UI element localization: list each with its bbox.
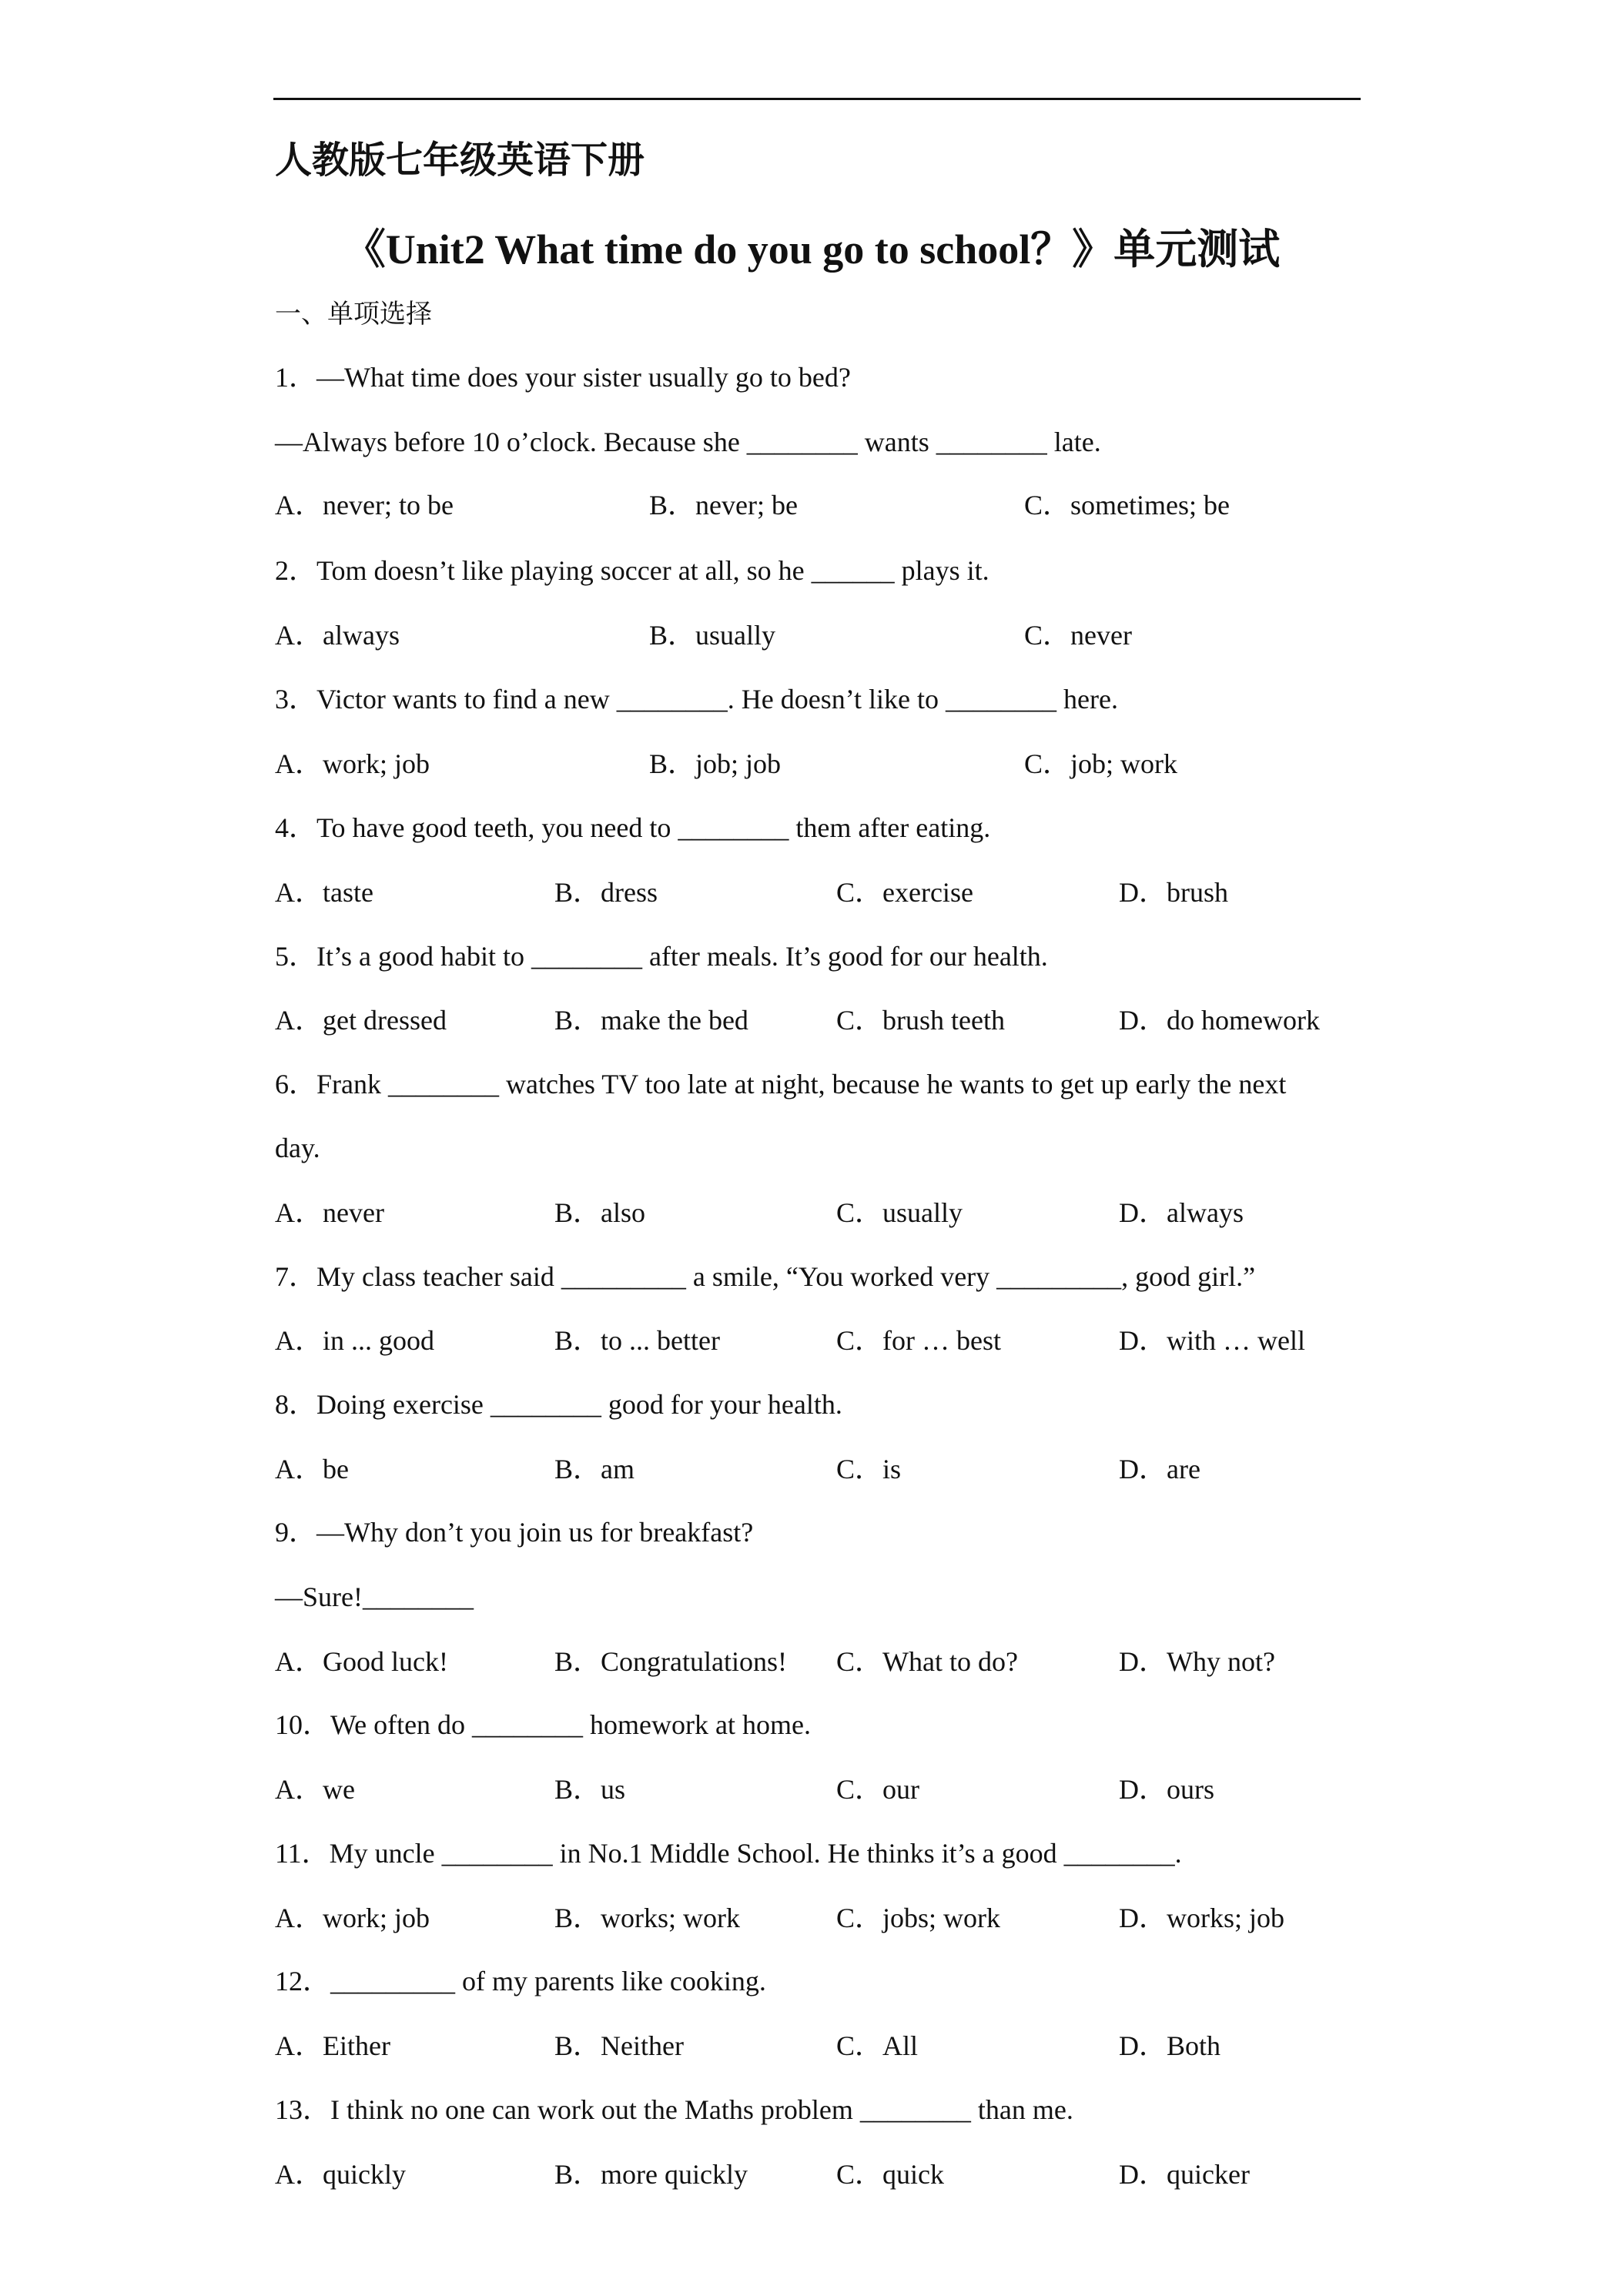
question-9-option-B: B．Congratulations!: [554, 1646, 787, 1677]
question-10-option-A: A．we: [275, 1774, 355, 1805]
question-1-line-2: —Always before 10 o’clock. Because she ________ wants ________ late.: [275, 427, 1101, 457]
question-8-option-C: C．is: [836, 1454, 902, 1484]
document-header: 人教版七年级英语下册: [275, 139, 645, 182]
question-9-option-D: D．Why not?: [1119, 1646, 1275, 1677]
question-8-option-A: A．be: [275, 1454, 349, 1484]
question-4-option-C: C．exercise: [836, 877, 973, 908]
question-7-line-1: 7．My class teacher said _________ a smile, “You worked very _________, good girl.”: [275, 1261, 1256, 1292]
question-6-option-C: C．usually: [836, 1197, 963, 1228]
header-rule: [273, 98, 1361, 100]
question-10-option-D: D．ours: [1119, 1774, 1214, 1805]
question-6-line-1: 6．Frank ________ watches TV too late at night, because he wants to get up early the next: [275, 1069, 1287, 1099]
question-2-option-C: C．never: [1024, 620, 1132, 651]
question-6-option-A: A．never: [275, 1197, 384, 1228]
question-1-option-B: B．never; be: [649, 490, 798, 520]
document-title: [0, 223, 1624, 276]
question-10-option-B: B．us: [554, 1774, 626, 1805]
question-9-option-A: A．Good luck!: [275, 1646, 448, 1677]
question-7-option-B: B．to ... better: [554, 1325, 720, 1356]
question-1-option-C: C．sometimes; be: [1024, 490, 1230, 520]
question-9-line-1: 9．—Why don’t you join us for breakfast?: [275, 1517, 754, 1548]
title-suffix: 单元测试: [1113, 225, 1281, 273]
question-12-option-B: B．Neither: [554, 2030, 684, 2061]
question-1-option-A: A．never; to be: [275, 490, 454, 520]
question-9-line-2: —Sure!________: [275, 1581, 474, 1612]
question-8-option-D: D．are: [1119, 1454, 1200, 1484]
question-6-line-2: day.: [275, 1133, 320, 1163]
question-7-option-D: D．with … well: [1119, 1325, 1305, 1356]
question-4-line-1: 4．To have good teeth, you need to ________ them after eating.: [275, 812, 991, 843]
question-8-line-1: 8．Doing exercise ________ good for your health.: [275, 1389, 842, 1420]
question-13-option-B: B．more quickly: [554, 2159, 748, 2190]
question-3-option-A: A．work; job: [275, 748, 430, 779]
question-3-option-B: B．job; job: [649, 748, 782, 779]
question-12-option-C: C．All: [836, 2030, 919, 2061]
question-12-line-1: 12．_________ of my parents like cooking.: [275, 1966, 766, 1996]
question-4-option-D: D．brush: [1119, 877, 1228, 908]
question-5-line-1: 5．It’s a good habit to ________ after meals. It’s good for our health.: [275, 941, 1048, 972]
question-2-line-1: 2．Tom doesn’t like playing soccer at all, so he ______ plays it.: [275, 555, 989, 586]
question-13-line-1: 13．I think no one can work out the Maths problem ________ than me.: [275, 2094, 1073, 2125]
question-5-option-A: A．get dressed: [275, 1005, 447, 1036]
question-11-option-D: D．works; job: [1119, 1903, 1284, 1933]
question-5-option-B: B．make the bed: [554, 1005, 748, 1036]
title-close-bracket: 》: [1072, 225, 1114, 273]
question-13-option-D: D．quicker: [1119, 2159, 1250, 2190]
question-11-line-1: 11．My uncle ________ in No.1 Middle School. He thinks it’s a good ________.: [275, 1838, 1182, 1869]
question-2-option-B: B．usually: [649, 620, 776, 651]
question-10-line-1: 10．We often do ________ homework at home.: [275, 1709, 811, 1740]
question-9-option-C: C．What to do?: [836, 1646, 1018, 1677]
question-3-option-C: C．job; work: [1024, 748, 1178, 779]
question-11-option-B: B．works; work: [554, 1903, 740, 1933]
question-12-option-A: A．Either: [275, 2030, 390, 2061]
question-11-option-C: C．jobs; work: [836, 1903, 1001, 1933]
question-7-option-C: C．for … best: [836, 1325, 1001, 1356]
question-13-option-C: C．quick: [836, 2159, 944, 2190]
question-8-option-B: B．am: [554, 1454, 635, 1484]
question-6-option-D: D．always: [1119, 1197, 1244, 1228]
section-title: 一、单项选择: [275, 299, 432, 330]
question-12-option-D: D．Both: [1119, 2030, 1221, 2061]
question-10-option-C: C．our: [836, 1774, 920, 1805]
title-text: Unit2 What time do you go to school？: [385, 226, 1073, 273]
question-5-option-C: C．brush teeth: [836, 1005, 1005, 1036]
question-4-option-B: B．dress: [554, 877, 658, 908]
question-7-option-A: A．in ... good: [275, 1325, 435, 1356]
question-1-line-1: 1．—What time does your sister usually go to bed?: [275, 362, 851, 393]
question-5-option-D: D．do homework: [1119, 1005, 1320, 1036]
question-11-option-A: A．work; job: [275, 1903, 430, 1933]
question-13-option-A: A．quickly: [275, 2159, 406, 2190]
title-open-bracket: 《: [343, 225, 386, 273]
question-6-option-B: B．also: [554, 1197, 646, 1228]
question-4-option-A: A．taste: [275, 877, 373, 908]
question-3-line-1: 3．Victor wants to find a new ________. He doesn’t like to ________ here.: [275, 684, 1118, 715]
question-2-option-A: A．always: [275, 620, 400, 651]
